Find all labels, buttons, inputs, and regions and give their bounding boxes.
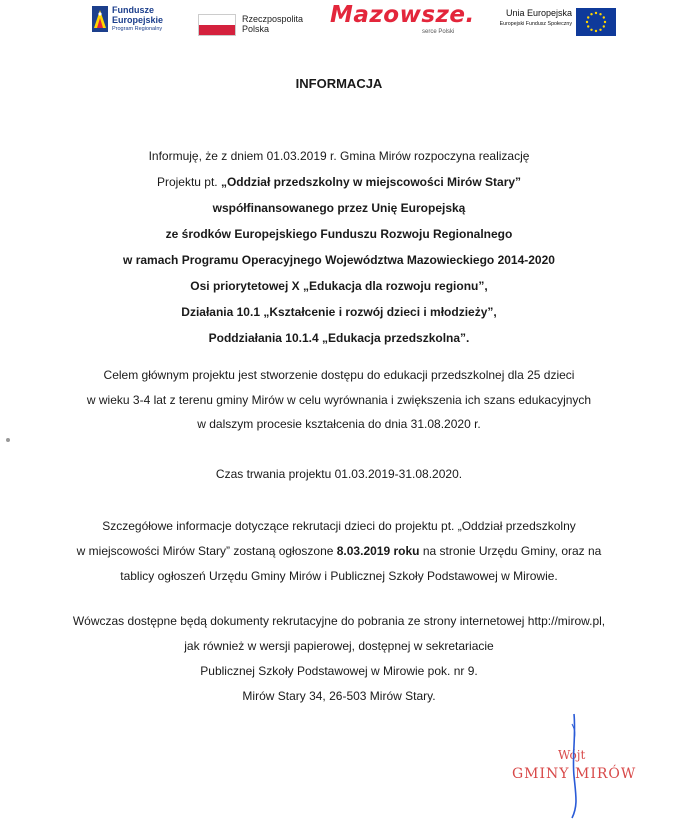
recruitment-line-2-post: na stronie Urzędu Gminy, oraz na xyxy=(419,544,602,558)
mazowsze-subtitle: serce Polski xyxy=(422,29,455,35)
mazowsze-logo xyxy=(330,2,475,40)
intro-line-1: Informuję, że z dniem 01.03.2019 r. Gmina Mirów rozpoczyna realizację xyxy=(148,149,530,163)
stamp-line-1: Wójt xyxy=(558,748,586,762)
unia-europejska-logo xyxy=(488,6,618,36)
goal-line-2: w wieku 3-4 lat z terenu gminy Mirów w celu wyrównania i zwiększenia ich szans edukacyjnych xyxy=(86,392,592,407)
documents-line-2: jak również w wersji papierowej, dostępnej w sekretariacie xyxy=(184,639,494,653)
project-title: „Oddział przedszkolny w miejscowości Mirów Stary” xyxy=(220,175,522,189)
fe-line2: Europejskie xyxy=(112,15,164,25)
submeasure-text: Poddziałania 10.1.4 „Edukacja przedszkolna”. xyxy=(208,331,470,345)
recruitment-line-1: Szczegółowe informacje dotyczące rekrutacji dzieci do projektu pt. „Oddział przedszkolny xyxy=(102,519,576,533)
mazowsze-wordmark: Mazowsze. xyxy=(330,2,475,28)
fundusze-europejskie-mark-icon xyxy=(92,6,108,32)
document-heading: INFORMACJA xyxy=(295,76,383,91)
recruitment-line-2-pre: w miejscowości Mirów Stary” zostaną ogłoszone xyxy=(76,544,337,558)
documents-paragraph xyxy=(0,609,678,709)
rzeczpospolita-polska-logo xyxy=(198,6,318,38)
documents-line-1: Wówczas dostępne będą dokumenty rekrutacyjne do pobrania ze strony internetowej http://mirow.pl, xyxy=(72,614,606,628)
intro-line-2 xyxy=(0,169,678,195)
intro-line-7 xyxy=(0,299,678,325)
signature-mark xyxy=(488,706,678,826)
recruitment-line-2 xyxy=(0,539,678,564)
stamp-line-2: GMINY MIRÓW xyxy=(512,766,637,782)
duration-line: Czas trwania projektu 01.03.2019-31.08.2020. xyxy=(215,467,463,481)
fundusze-europejskie-logo xyxy=(92,4,192,38)
intro-line-6 xyxy=(0,273,678,299)
rp-line1: Rzeczpospolita xyxy=(242,14,304,24)
intro-line-4 xyxy=(0,221,678,247)
cofinancing-text: współfinansowanego przez Unię Europejską xyxy=(212,201,466,215)
rp-line2: Polska xyxy=(242,24,270,34)
duration-paragraph xyxy=(0,461,678,487)
goal-paragraph xyxy=(0,363,678,437)
goal-line-3: w dalszym procesie kształcenia do dnia 31.08.2020 r. xyxy=(197,417,481,431)
logo-bar xyxy=(0,0,678,44)
wojt-stamp xyxy=(488,706,678,826)
intro-line-3 xyxy=(0,195,678,221)
ue-line1: Unia Europejska xyxy=(505,8,572,18)
recruitment-date: 8.03.2019 roku xyxy=(336,544,420,558)
ue-line2: Europejski Fundusz Społeczny xyxy=(499,21,572,27)
documents-line-4: Mirów Stary 34, 26-503 Mirów Stary. xyxy=(242,689,436,703)
polish-flag-icon xyxy=(198,14,236,36)
intro-paragraph xyxy=(0,143,678,351)
intro-line-2-pre: Projektu pt. xyxy=(156,175,221,189)
scan-speck xyxy=(6,438,10,442)
fe-line3: Program Regionalny xyxy=(112,26,163,32)
fe-line1: Fundusze xyxy=(112,5,154,15)
goal-line-1: Celem głównym projektu jest stworzenie dostępu do edukacji przedszkolnej dla 25 dzieci xyxy=(103,368,575,382)
program-text: w ramach Programu Operacyjnego Województwa Mazowieckiego 2014-2020 xyxy=(123,253,555,267)
recruitment-paragraph xyxy=(0,514,678,589)
intro-line-8 xyxy=(0,325,678,351)
intro-line-5 xyxy=(0,247,678,273)
fund-text: ze środków Europejskiego Funduszu Rozwoju Regionalnego xyxy=(165,227,513,241)
documents-line-3: Publicznej Szkoły Podstawowej w Mirowie pok. nr 9. xyxy=(200,664,478,678)
measure-text: Działania 10.1 „Kształcenie i rozwój dzieci i młodzieży”, xyxy=(181,305,497,319)
priority-axis-text: Osi priorytetowej X „Edukacja dla rozwoju regionu”, xyxy=(190,279,488,293)
recruitment-line-3: tablicy ogłoszeń Urzędu Gminy Mirów i Publicznej Szkoły Podstawowej w Mirowie. xyxy=(120,569,558,583)
eu-flag-icon xyxy=(576,8,616,36)
